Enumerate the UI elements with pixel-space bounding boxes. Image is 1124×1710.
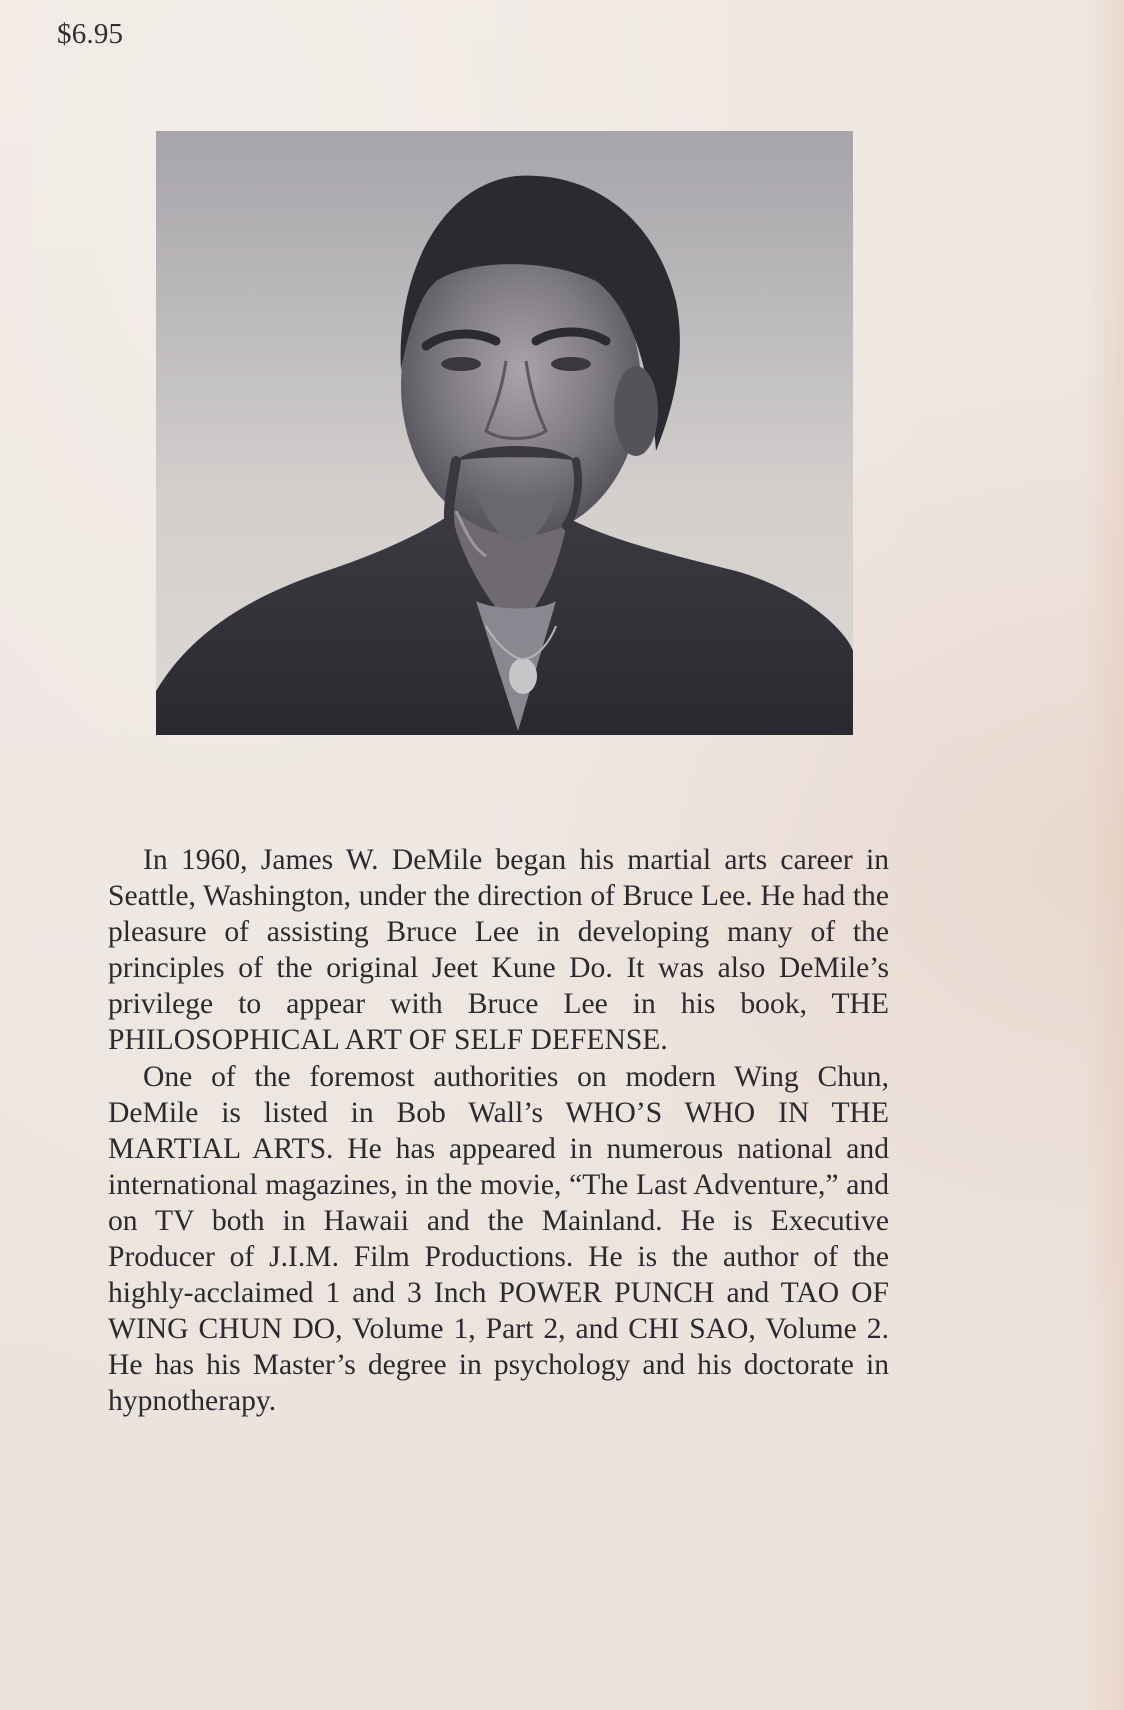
bio-paragraph-1: In 1960, James W. DeMile began his martial arts career in Seattle, Washington, under the direction of Bruce Lee. He had the pleasure of assisting Bruce Lee in developing many of the principles of the original Jeet Kune Do. It was also DeMile’s privilege to appear with Bruce Lee in his book, THE PHILOSOPHICAL ART OF SELF DEFENSE. <box>108 844 889 1057</box>
bio-paragraph-2: One of the foremost authorities on modern Wing Chun, DeMile is listed in Bob Wall’s WHO’S WHO IN THE MARTIAL ARTS. He has appeared in numerous national and international magazines, in the movie, “The Last Adventure,” and on TV both in Hawaii and the Mainland. He is Executive Producer of J.I.M. Film Productions. He is the author of the highly-acclaimed 1 and 3 Inch POWER PUNCH and TAO OF WING CHUN DO, Volume 1, Part 2, and CHI SAO, Volume 2. He has his Master’s degree in psychology and his doctorate in hypnotherapy. <box>108 1060 889 1418</box>
paper-edge-shading <box>1084 0 1124 1710</box>
portrait-icon <box>156 131 853 735</box>
author-bio <box>108 842 889 1420</box>
price-label: $6.95 <box>57 18 124 50</box>
author-portrait-photo <box>156 131 853 735</box>
